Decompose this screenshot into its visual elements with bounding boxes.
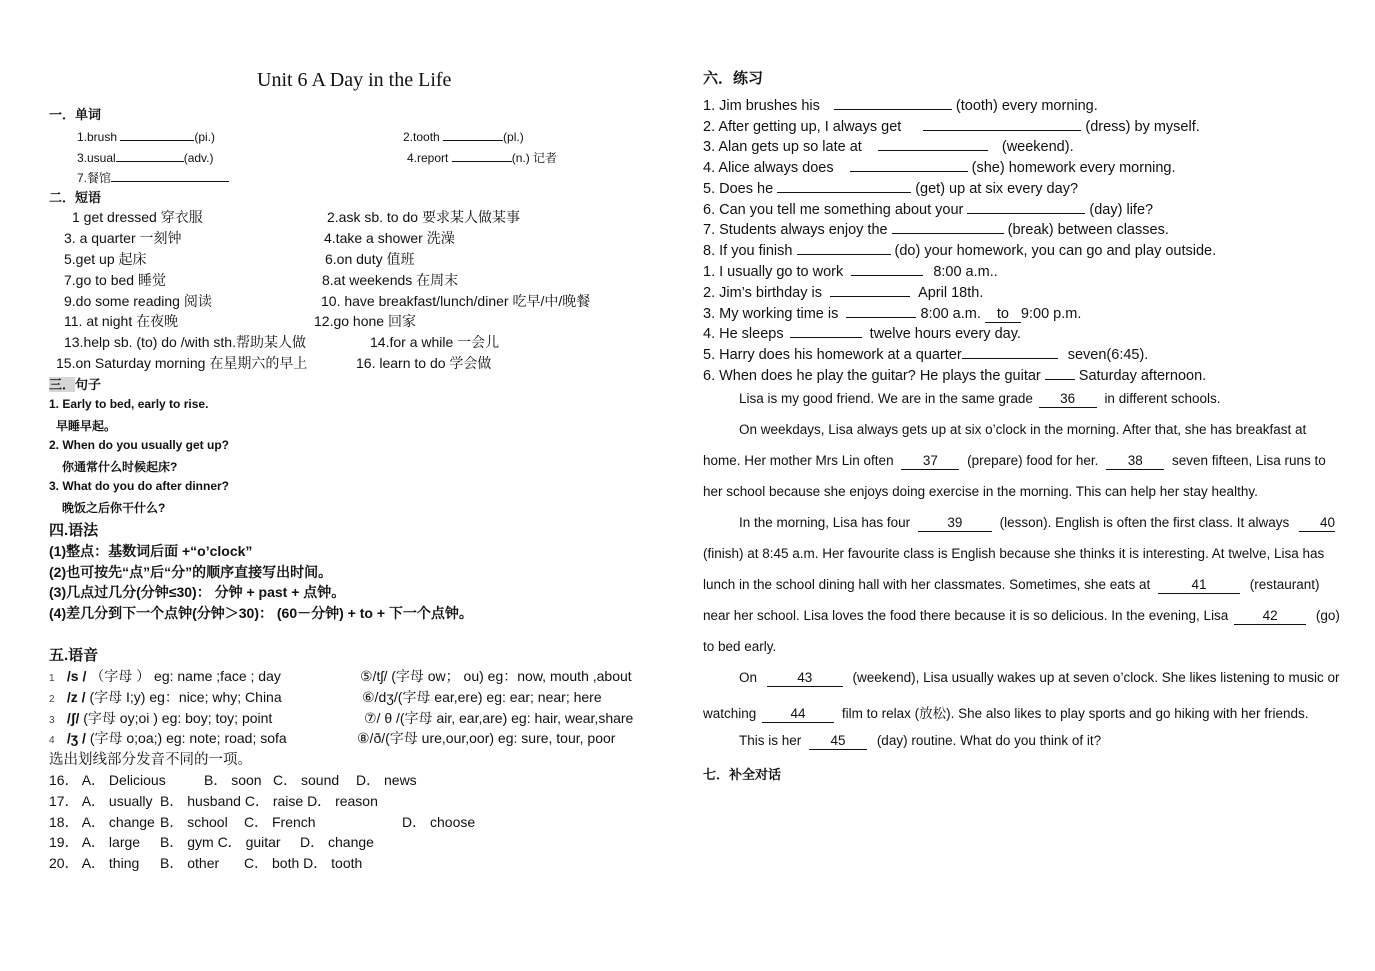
sentence-3: 3. What do you do after dinner? xyxy=(49,479,229,493)
sentence-2: 2. When do you usually get up? xyxy=(49,438,230,452)
passage-text: Lisa is my good friend. We are in the same grade xyxy=(739,391,1033,406)
phonetic-example: (字母 oy;oi ) eg: boy; toy; point xyxy=(83,710,273,726)
section-heading-dialogue: 七．补全对话 xyxy=(703,767,782,782)
phonetic-row-2 xyxy=(49,687,282,707)
phrase-6: 6.on duty 值班 xyxy=(325,251,415,267)
answer-blank[interactable] xyxy=(923,115,1081,131)
phrase-7: 7.go to bed 睡觉 xyxy=(64,272,166,288)
exercise-text: (dress) by myself. xyxy=(1085,119,1200,135)
question-18-c: C． French xyxy=(244,814,316,830)
passage-line-3 xyxy=(703,453,1326,470)
vocab-item-4 xyxy=(407,146,557,166)
cloze-blank-38[interactable]: 38 xyxy=(1106,454,1164,470)
vocab-word: 3.usual xyxy=(77,151,116,165)
passage-text: (go) xyxy=(1315,608,1340,623)
phrase-16: 16. learn to do 学会做 xyxy=(356,355,492,371)
passage-text: seven fifteen, Lisa runs to xyxy=(1171,453,1326,468)
cloze-blank-37[interactable]: 37 xyxy=(901,454,959,470)
exercise-text: 5. Harry does his homework at a quarter xyxy=(703,347,962,363)
exercise-6 xyxy=(703,198,1153,218)
phonetic-row-7: ⑦/ θ /(字母 air, ear,are) eg: hair, wear,share xyxy=(364,710,634,726)
passage-text: near her school. Lisa loves the food there because it is so delicious. In the evening, Lisa xyxy=(703,608,1229,623)
passage-text: (weekend), Lisa usually wakes up at seven o’clock. She likes listening to music or xyxy=(852,670,1340,685)
vocab-chinese: 记者 xyxy=(533,151,558,165)
passage-text: (restaurant) xyxy=(1249,577,1320,592)
passage-line-7 xyxy=(703,577,1320,594)
question-16-c: C． sound xyxy=(273,772,340,788)
vocab-suffix: (adv.) xyxy=(183,151,214,165)
exercise-text: 4. He sleeps xyxy=(703,326,784,342)
vocab-blank[interactable] xyxy=(452,146,512,162)
passage-line-8 xyxy=(703,608,1340,625)
question-16-a: 16． A． Delicious xyxy=(49,772,166,788)
passage-text: (lesson). English is often the first class. It always xyxy=(999,515,1290,530)
answer-blank[interactable] xyxy=(850,156,968,172)
answer-blank[interactable] xyxy=(1045,364,1075,380)
vocab-item-7 xyxy=(77,166,229,186)
cloze-blank-41[interactable]: 41 xyxy=(1158,578,1240,594)
exercise-text: (do) your homework, you can go and play outside. xyxy=(894,243,1217,259)
exercise-2 xyxy=(703,115,1200,135)
row-number: 2 xyxy=(49,694,55,705)
phrase-9: 9.do some reading 阅读 xyxy=(64,293,212,309)
sentence-3-cn: 晚饭之后你干什么? xyxy=(62,501,166,515)
exercise-text: (weekend). xyxy=(1001,139,1074,155)
phrase-13: 13.help sb. (to) do /with sth.帮助某人做 xyxy=(64,334,306,350)
answer-blank[interactable] xyxy=(967,198,1085,214)
vocab-item-2 xyxy=(403,125,524,144)
answer-blank[interactable] xyxy=(851,260,923,276)
passage-text: lunch in the school dining hall with her classmates. Sometimes, she eats at xyxy=(703,577,1151,592)
phonetic-example: (字母 o;oa;) eg: note; road; sofa xyxy=(89,730,287,746)
grammar-rule-1: (1)整点：基数词后面 +“o’clock” xyxy=(49,543,253,559)
exercise-text: twelve hours every day. xyxy=(869,326,1021,342)
exercise-text: 2. After getting up, I always get xyxy=(703,119,902,135)
passage-line-12 xyxy=(739,733,1101,750)
exercise-text: 8:00 a.m.. xyxy=(933,264,998,280)
prep-exercise-3 xyxy=(703,302,1081,323)
exercise-text: 6. Can you tell me something about your xyxy=(703,202,964,218)
exercise-text: 4. Alice always does xyxy=(703,160,834,176)
exercise-text: 6. When does he play the guitar? He plays the guitar xyxy=(703,368,1041,384)
phrase-1: 1 get dressed 穿衣服 xyxy=(72,209,203,225)
answer-blank[interactable] xyxy=(962,343,1058,359)
question-20-a: 20． A． thing xyxy=(49,855,140,871)
exercise-text: seven(6:45). xyxy=(1067,347,1149,363)
phonetic-row-5: ⑤/tʃ/ (字母 ow； ou) eg：now, mouth ,about xyxy=(360,668,632,684)
passage-text: watching xyxy=(703,706,757,721)
grammar-rule-3: (3)几点过几分(分钟≤30)： 分钟 + past + 点钟。 xyxy=(49,584,346,600)
grammar-rule-2: (2)也可按先“点”后“分”的顺序直接写出时间。 xyxy=(49,564,333,580)
cloze-blank-40[interactable]: 40 xyxy=(1299,516,1335,532)
answer-blank[interactable] xyxy=(846,302,916,318)
question-19-c: D． change xyxy=(300,834,374,850)
section-heading-phonetics: 五.语音 xyxy=(49,647,99,664)
phonetic-symbol: /z / xyxy=(66,689,86,705)
prep-exercise-2 xyxy=(703,281,983,301)
sentence-1-cn: 早睡早起。 xyxy=(56,419,117,433)
vocab-suffix: (pl.) xyxy=(503,130,524,144)
vocab-item-3 xyxy=(77,146,214,165)
question-18-a: 18． A． change xyxy=(49,814,155,830)
passage-text: This is her xyxy=(739,733,802,748)
phonetic-example: （字母 ） eg: name ;face ; day xyxy=(90,668,281,684)
exercise-text: 8. If you finish xyxy=(703,243,793,259)
phrase-12: 12.go hone 回家 xyxy=(314,313,416,329)
exercise-8 xyxy=(703,239,1216,259)
exercise-text: (tooth) every morning. xyxy=(955,98,1098,114)
answer-blank[interactable] xyxy=(797,239,891,255)
vocab-blank[interactable] xyxy=(443,125,503,141)
exercise-text: April 18th. xyxy=(918,285,984,301)
exercise-text: 5. Does he xyxy=(703,181,774,197)
passage-line-1 xyxy=(739,391,1221,408)
phrase-15: 15.on Saturday morning 在星期六的早上 xyxy=(56,355,308,371)
exercise-text: 9:00 p.m. xyxy=(1020,306,1082,322)
exercise-text: 3. My working time is xyxy=(703,306,839,322)
cloze-blank-44[interactable]: 44 xyxy=(762,707,834,723)
prep-exercise-6 xyxy=(703,364,1206,384)
passage-line-11 xyxy=(703,702,1309,723)
cloze-blank-42[interactable]: 42 xyxy=(1234,609,1306,625)
exercise-text: 7. Students always enjoy the xyxy=(703,222,888,238)
phrase-5: 5.get up 起床 xyxy=(64,251,147,267)
exercise-1 xyxy=(703,94,1098,114)
phonetic-instruction: 选出划线部分发音不同的一项。 xyxy=(49,752,252,768)
question-19-b: B． gym C． guitar xyxy=(160,834,281,850)
passage-line-6: (finish) at 8:45 a.m. Her favourite class is English because she thinks it is interesting. At twelve, Lisa has xyxy=(703,546,1325,561)
phrase-3: 3. a quarter 一刻钟 xyxy=(64,230,182,246)
phonetic-symbol: /s / xyxy=(66,668,87,684)
cloze-blank-39[interactable]: 39 xyxy=(918,516,992,532)
passage-text: (prepare) food for her. xyxy=(967,453,1099,468)
passage-text: in different schools. xyxy=(1104,391,1221,406)
vocab-blank[interactable] xyxy=(120,125,194,141)
heading-text: 句子 xyxy=(75,377,102,392)
vocab-blank[interactable] xyxy=(111,166,229,182)
sentence-1: 1. Early to bed, early to rise. xyxy=(49,397,209,411)
exercise-text: (break) between classes. xyxy=(1007,222,1169,238)
passage-text: home. Her mother Mrs Lin often xyxy=(703,453,894,468)
row-number: 1 xyxy=(49,673,55,684)
question-17-b: B． husband C． raise D． reason xyxy=(160,793,378,809)
section-heading-vocab: 一．单词 xyxy=(49,107,102,122)
answer-blank[interactable] xyxy=(790,322,862,338)
cloze-blank-45[interactable]: 45 xyxy=(809,734,867,750)
sentence-2-cn: 你通常什么时候起床? xyxy=(62,460,178,474)
passage-line-10 xyxy=(739,670,1340,687)
cloze-blank-36[interactable]: 36 xyxy=(1039,392,1097,408)
phrase-4: 4.take a shower 洗澡 xyxy=(324,230,455,246)
phonetic-row-3 xyxy=(49,708,272,728)
heading-number: 三． xyxy=(49,377,76,392)
exercise-text: (day) life? xyxy=(1089,202,1154,218)
passage-text: On xyxy=(739,670,758,685)
cloze-blank-43[interactable]: 43 xyxy=(767,671,843,687)
row-number: 4 xyxy=(49,735,55,746)
question-18-d: D． choose xyxy=(402,814,476,830)
exercise-text: (get) up at six every day? xyxy=(915,181,1079,197)
vocab-word: 7.餐馆 xyxy=(77,171,112,185)
exercise-text: 8:00 a.m. xyxy=(920,306,981,322)
prep-exercise-1 xyxy=(703,260,998,280)
page-title: Unit 6 A Day in the Life xyxy=(257,69,452,91)
section-heading-exercises: 六．练习 xyxy=(703,70,764,87)
answer-blank[interactable] xyxy=(892,218,1004,234)
vocab-suffix: (n.) xyxy=(511,151,530,165)
question-20-c: C． both D． tooth xyxy=(244,855,363,871)
grammar-rule-4: (4)差几分到下一个点钟(分钟＞30)： (60－分钟) + to + 下一个点钟。 xyxy=(49,605,473,621)
phonetic-row-6: ⑥/dʒ/(字母 ear,ere) eg: ear; near; here xyxy=(362,689,602,705)
passage-text: In the morning, Lisa has four xyxy=(739,515,911,530)
answer-blank-filled[interactable]: to xyxy=(985,307,1021,323)
passage-line-4: her school because she enjoys doing exercise in the morning. This can help her stay healthy. xyxy=(703,484,1258,499)
question-17-a: 17． A． usually xyxy=(49,793,153,809)
question-16-d: D． news xyxy=(356,772,417,788)
vocab-suffix: (pi.) xyxy=(194,130,216,144)
phrase-8: 8.at weekends 在周末 xyxy=(322,272,459,288)
phrase-10: 10. have breakfast/lunch/diner 吃早/中/晚餐 xyxy=(321,293,591,309)
phonetic-row-8: ⑧/ð/(字母 ure,our,oor) eg: sure, tour, poor xyxy=(357,730,616,746)
prep-exercise-5 xyxy=(703,343,1148,363)
section-heading-phrases: 二．短语 xyxy=(49,190,102,205)
passage-text: (day) routine. What do you think of it? xyxy=(876,733,1102,748)
answer-blank[interactable] xyxy=(830,281,910,297)
phrase-14: 14.for a while 一会儿 xyxy=(370,334,500,350)
vocab-word: 1.brush xyxy=(77,130,118,144)
vocab-blank[interactable] xyxy=(116,146,184,162)
row-number: 3 xyxy=(49,715,55,726)
phonetic-row-4 xyxy=(49,728,287,748)
exercise-text: 2. Jim’s birthday is xyxy=(703,285,822,301)
phrase-2: 2.ask sb. to do 要求某人做某事 xyxy=(327,209,520,225)
vocab-item-1 xyxy=(77,125,215,144)
question-18-b: B． school xyxy=(160,814,228,830)
exercise-text: 1. Jim brushes his xyxy=(703,98,820,114)
exercise-5 xyxy=(703,177,1078,197)
passage-text: film to relax (放松). She also likes to play sports and go hiking with her friends. xyxy=(841,706,1309,721)
passage-line-9: to bed early. xyxy=(703,639,777,654)
exercise-text: 1. I usually go to work xyxy=(703,264,844,280)
passage-line-2: On weekdays, Lisa always gets up at six o’clock in the morning. After that, she has breakfast at xyxy=(739,422,1307,437)
answer-blank[interactable] xyxy=(777,177,911,193)
phonetic-symbol: /ʃ/ xyxy=(66,710,80,726)
phrase-11: 11. at night 在夜晚 xyxy=(64,313,179,329)
phonetic-example: (字母 I;y) eg：nice; why; China xyxy=(89,689,282,705)
vocab-word: 4.report xyxy=(407,151,449,165)
question-16-b: B． soon xyxy=(204,772,262,788)
question-19-a: 19． A． large xyxy=(49,834,141,850)
section-heading-grammar: 四.语法 xyxy=(49,522,99,539)
answer-blank[interactable] xyxy=(878,135,988,151)
exercise-text: 3. Alan gets up so late at xyxy=(703,139,862,155)
exercise-text: Saturday afternoon. xyxy=(1078,368,1207,384)
vocab-word: 2.tooth xyxy=(403,130,440,144)
prep-exercise-4 xyxy=(703,322,1021,342)
passage-line-5 xyxy=(739,515,1335,532)
phonetic-symbol: /ʒ / xyxy=(66,730,86,746)
exercise-4 xyxy=(703,156,1176,176)
exercise-3 xyxy=(703,135,1074,155)
phonetic-row-1 xyxy=(49,666,281,686)
question-20-b: B． other xyxy=(160,855,220,871)
section-heading-sentences xyxy=(49,374,101,393)
exercise-text: (she) homework every morning. xyxy=(971,160,1176,176)
exercise-7 xyxy=(703,218,1169,238)
answer-blank[interactable] xyxy=(834,94,952,110)
